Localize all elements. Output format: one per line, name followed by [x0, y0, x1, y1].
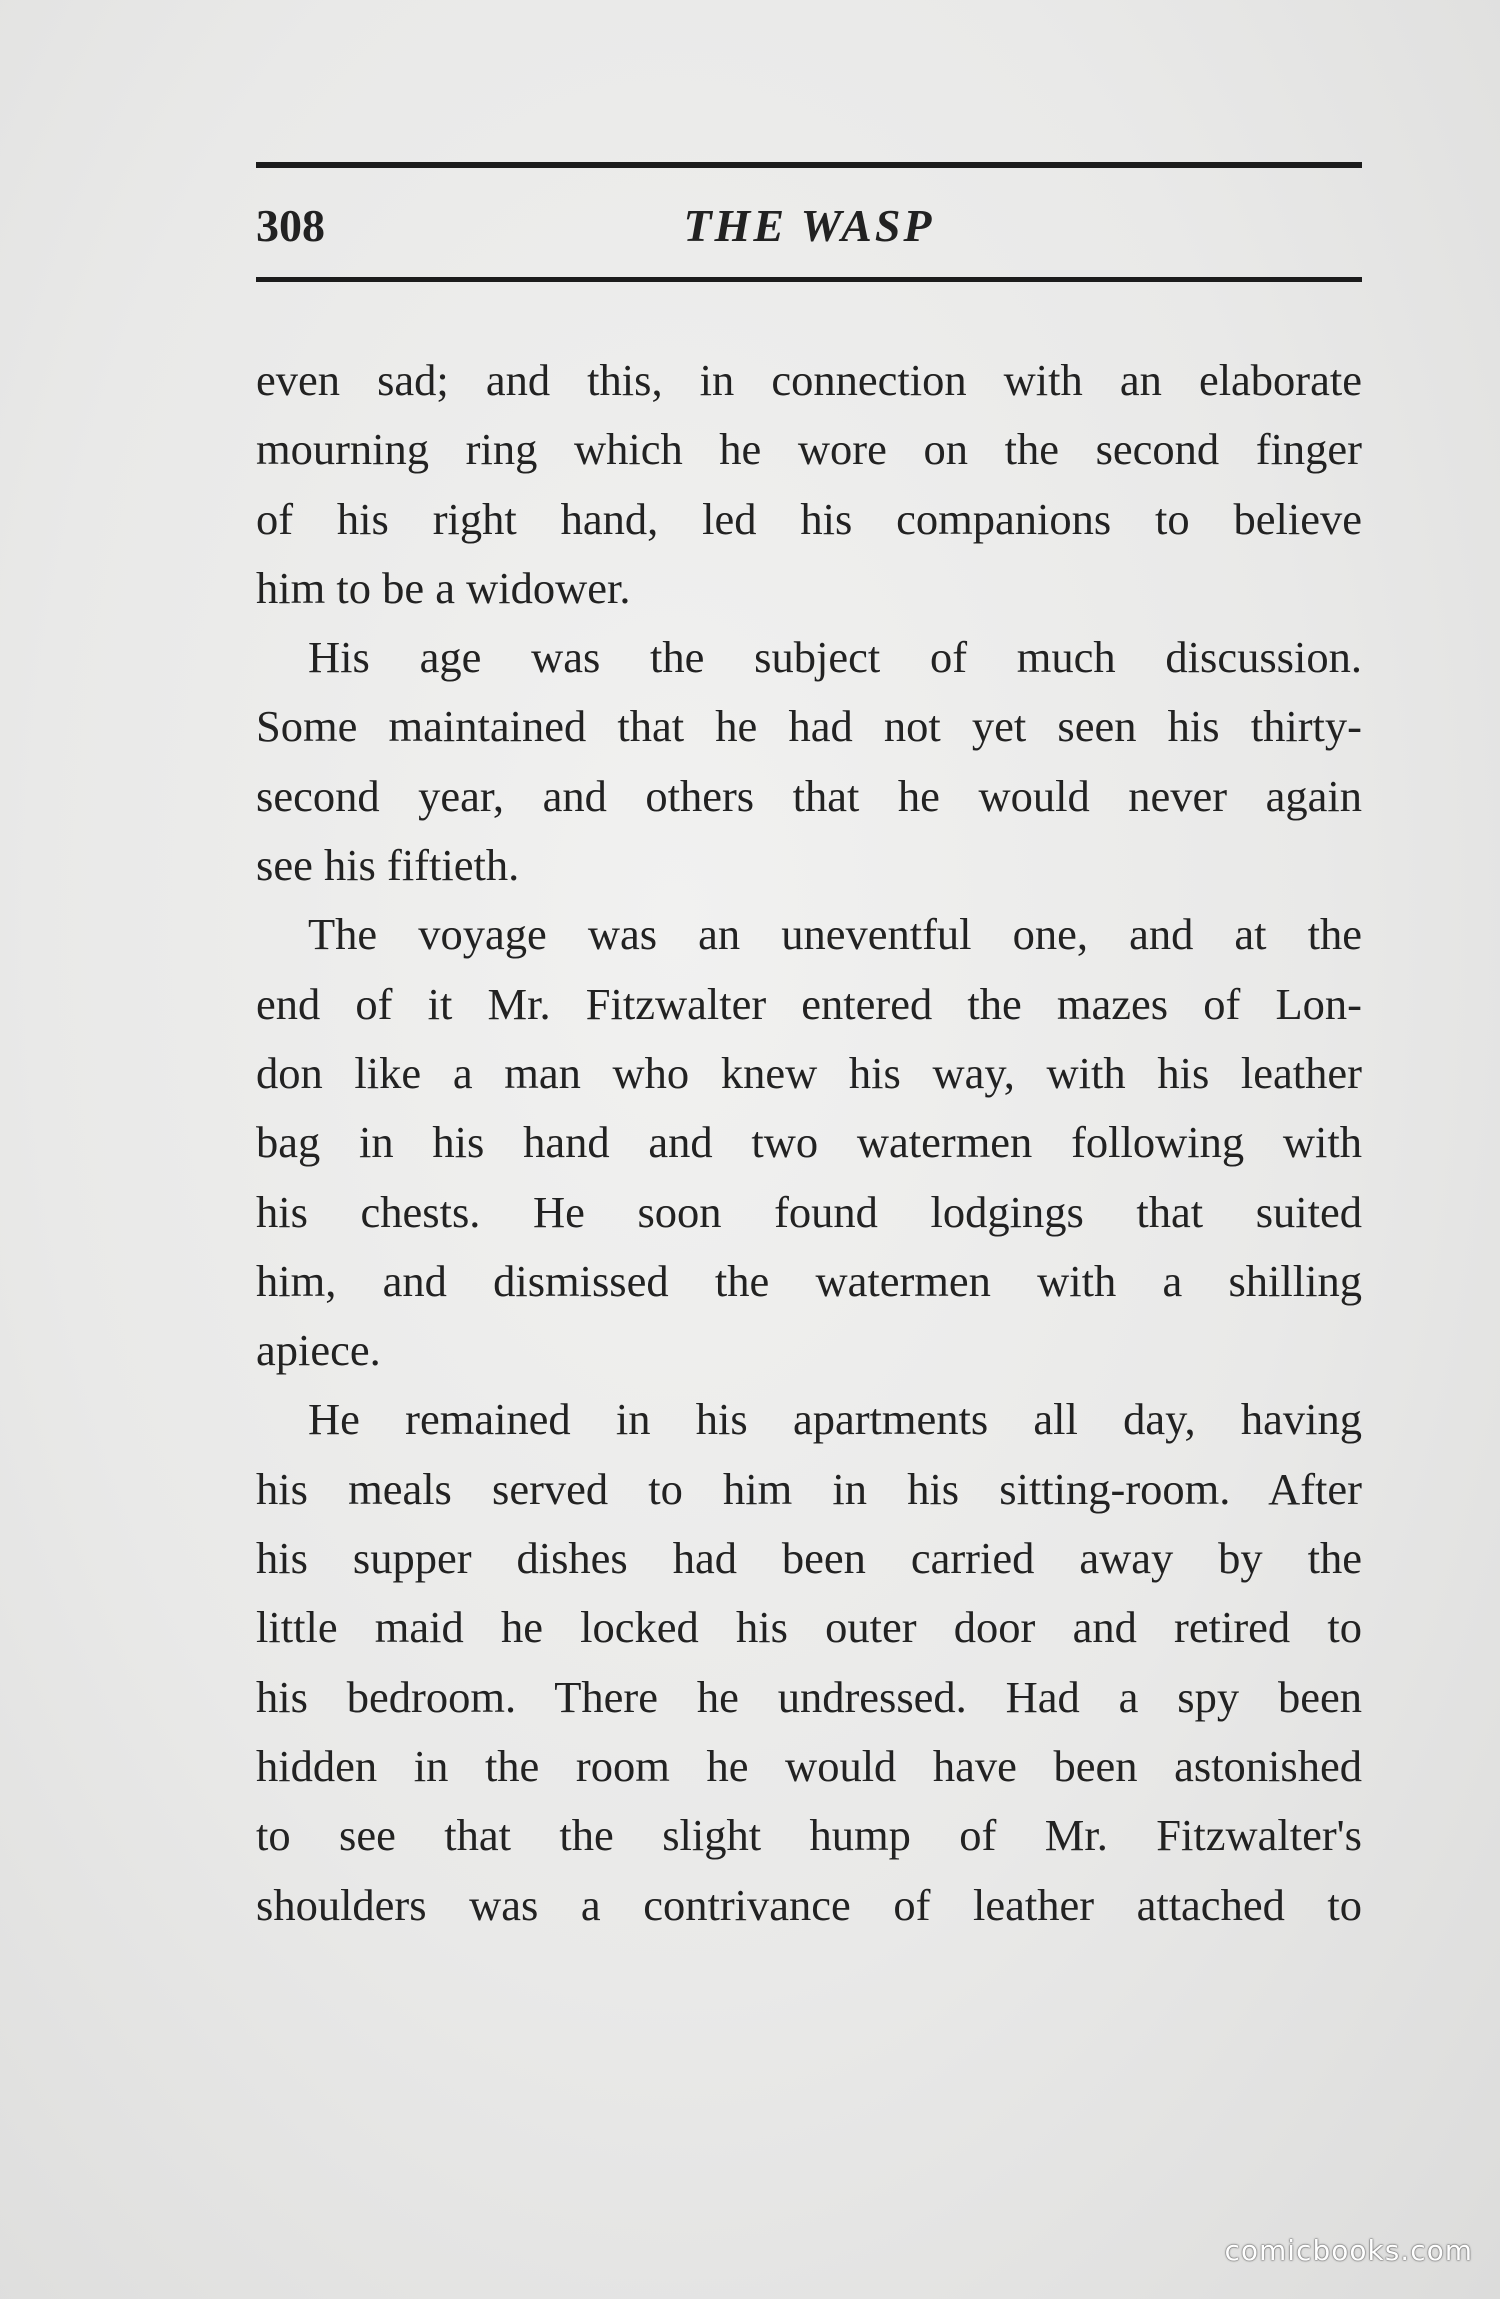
text-line: see his fiftieth. [256, 840, 520, 891]
text-line: end of it Mr. Fitzwalter entered the mazes of Lon- [256, 978, 1362, 1029]
header-top-rule [256, 162, 1362, 168]
text-line: little maid he locked his outer door and retired to [256, 1602, 1362, 1653]
book-page [256, 160, 1362, 2160]
text-line: of his right hand, led his companions to believe [256, 493, 1362, 544]
text-line: His age was the subject of much discussion. [308, 632, 1362, 683]
text-line: He remained in his apartments all day, having [308, 1394, 1362, 1445]
text-line: shoulders was a contrivance of leather attached to [256, 1879, 1362, 1930]
text-line: The voyage was an uneventful one, and at the [308, 909, 1362, 960]
text-line: his meals served to him in his sitting-room. After [256, 1463, 1362, 1514]
text-line: to see that the slight hump of Mr. Fitzwalter's [256, 1810, 1362, 1861]
text-line: his supper dishes had been carried away by the [256, 1533, 1362, 1584]
text-line: him, and dismissed the watermen with a shilling [256, 1255, 1362, 1306]
watermark-text: comicbooks.com [1224, 2234, 1473, 2267]
text-line: bag in his hand and two watermen following with [256, 1117, 1362, 1168]
page-number: 308 [256, 200, 325, 251]
text-line: even sad; and this, in connection with an elaborate [256, 355, 1362, 405]
text-line: his chests. He soon found lodgings that suited [256, 1186, 1362, 1237]
text-line: mourning ring which he wore on the second finger [256, 424, 1362, 475]
text-line: second year, and others that he would never again [256, 770, 1362, 821]
text-line: don like a man who knew his way, with his leather [256, 1047, 1362, 1098]
running-title: THE WASP [683, 200, 935, 251]
text-line: Some maintained that he had not yet seen his thirty- [256, 701, 1362, 752]
running-head [256, 196, 1362, 256]
text-line: apiece. [256, 1325, 381, 1376]
text-line: his bedroom. There he undressed. Had a spy been [256, 1671, 1362, 1722]
text-line: hidden in the room he would have been astonished [256, 1740, 1362, 1791]
text-line: him to be a widower. [256, 562, 631, 613]
header-bottom-rule [256, 277, 1362, 282]
body-text [256, 346, 1362, 1940]
